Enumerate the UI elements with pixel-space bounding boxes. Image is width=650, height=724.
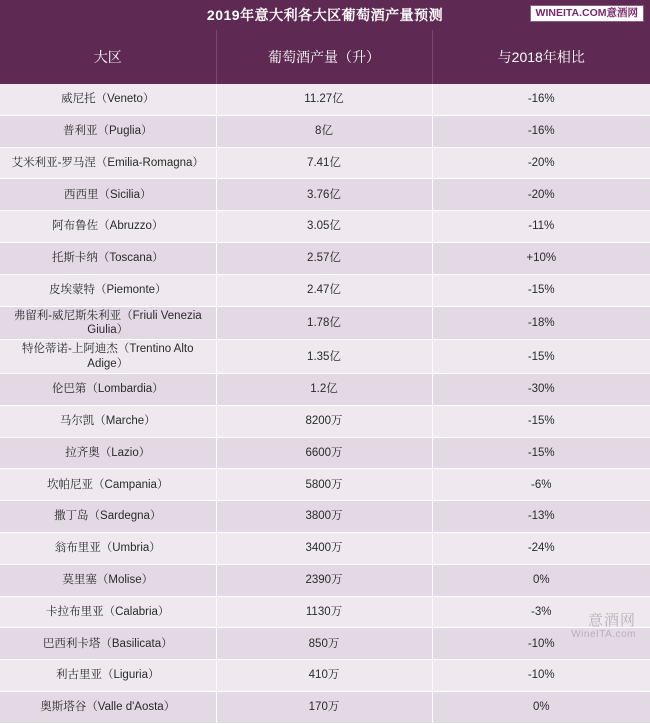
cell-change: -15% [432,274,650,306]
cell-change: -18% [432,306,650,340]
cell-output: 11.27亿 [216,84,432,115]
column-header-change: 与2018年相比 [432,30,650,84]
brand-domain: WINEITA.COM [535,7,607,19]
table-body [0,84,650,723]
cell-region: 翁布里亚（Umbria） [0,533,216,565]
cell-output: 8亿 [216,115,432,147]
cell-region: 西西里（Sicilia） [0,179,216,211]
cell-output: 7.41亿 [216,147,432,179]
table-row [0,242,650,274]
cell-change: -15% [432,437,650,469]
table-row [0,147,650,179]
cell-change: -3% [432,596,650,628]
cell-output: 8200万 [216,405,432,437]
cell-output: 3800万 [216,501,432,533]
cell-region: 巴西利卡塔（Basilicata） [0,628,216,660]
cell-region: 莫里塞（Molise） [0,564,216,596]
cell-region: 卡拉布里亚（Calabria） [0,596,216,628]
cell-region: 特伦蒂诺-上阿迪杰（Trentino Alto Adige） [0,340,216,374]
cell-change: 0% [432,564,650,596]
cell-region: 拉齐奥（Lazio） [0,437,216,469]
cell-output: 170万 [216,692,432,724]
cell-output: 5800万 [216,469,432,501]
table-header-row [0,30,650,84]
brand-badge [530,5,644,22]
cell-output: 1.78亿 [216,306,432,340]
table-row [0,660,650,692]
cell-region: 艾米利亚-罗马涅（Emilia-Romagna） [0,147,216,179]
title-bar [0,0,650,30]
cell-change: -30% [432,374,650,406]
table-header [0,30,650,84]
cell-change: -10% [432,660,650,692]
table-row [0,374,650,406]
cell-change: -13% [432,501,650,533]
cell-output: 1130万 [216,596,432,628]
table-row [0,692,650,724]
cell-output: 1.35亿 [216,340,432,374]
cell-change: -24% [432,533,650,565]
brand-name: 意酒网 [606,7,638,19]
table-row [0,437,650,469]
watermark-url: WineITA.com [571,629,636,640]
cell-output: 6600万 [216,437,432,469]
cell-change: -15% [432,340,650,374]
cell-output: 410万 [216,660,432,692]
page-title: 2019年意大利各大区葡萄酒产量预测 [206,7,444,23]
table-row [0,596,650,628]
table-row [0,211,650,243]
cell-region: 马尔凯（Marche） [0,405,216,437]
column-header-region: 大区 [0,30,216,84]
cell-output: 850万 [216,628,432,660]
cell-change: -10% [432,628,650,660]
cell-change: -15% [432,405,650,437]
table-row [0,469,650,501]
cell-region: 普利亚（Puglia） [0,115,216,147]
cell-output: 2.47亿 [216,274,432,306]
table-row [0,179,650,211]
cell-output: 1.2亿 [216,374,432,406]
table-row [0,340,650,374]
column-header-output: 葡萄酒产量（升） [216,30,432,84]
cell-region: 奥斯塔谷（Valle d'Aosta） [0,692,216,724]
table-row [0,306,650,340]
cell-change: 0% [432,692,650,724]
cell-output: 2390万 [216,564,432,596]
table-row [0,405,650,437]
cell-change: -6% [432,469,650,501]
cell-change: +10% [432,242,650,274]
table-row [0,501,650,533]
cell-output: 3400万 [216,533,432,565]
cell-change: -20% [432,179,650,211]
cell-change: -16% [432,84,650,115]
table-row [0,115,650,147]
cell-region: 皮埃蒙特（Piemonte） [0,274,216,306]
cell-region: 阿布鲁佐（Abruzzo） [0,211,216,243]
cell-region: 弗留利-威尼斯朱利亚（Friuli Venezia Giulia） [0,306,216,340]
table-row [0,84,650,115]
cell-change: -16% [432,115,650,147]
cell-output: 3.05亿 [216,211,432,243]
table-row [0,564,650,596]
cell-region: 威尼托（Veneto） [0,84,216,115]
watermark-name: 意酒网 [587,611,636,629]
table-row [0,274,650,306]
cell-output: 2.57亿 [216,242,432,274]
cell-region: 伦巴第（Lombardia） [0,374,216,406]
cell-region: 托斯卡纳（Toscana） [0,242,216,274]
cell-change: -20% [432,147,650,179]
cell-output: 3.76亿 [216,179,432,211]
cell-change: -11% [432,211,650,243]
cell-region: 坎帕尼亚（Campania） [0,469,216,501]
table-row [0,533,650,565]
table-row [0,628,650,660]
cell-region: 撒丁岛（Sardegna） [0,501,216,533]
cell-region: 利古里亚（Liguria） [0,660,216,692]
wine-production-table [0,30,650,724]
